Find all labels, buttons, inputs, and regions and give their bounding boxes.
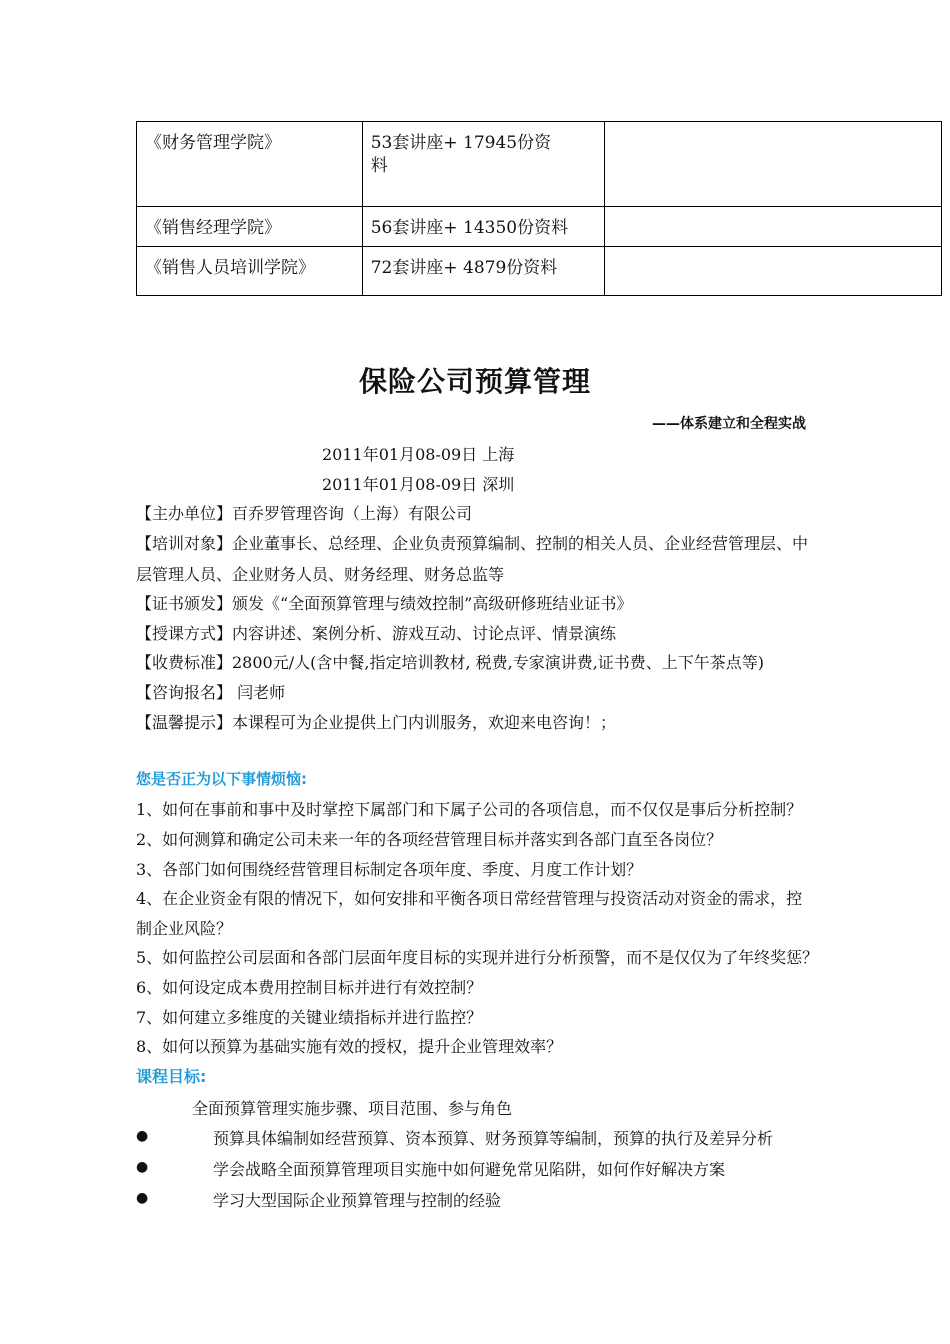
table-cell-content [362, 122, 605, 207]
bullet-icon: ● [136, 1159, 149, 1175]
tip-line: 【温馨提示】本课程可为企业提供上门内训服务，欢迎来电咨询！； [136, 713, 617, 732]
audience-line: 【培训对象】企业董事长、总经理、企业负责预算编制、控制的相关人员、企业经营管理层、中 [136, 534, 809, 553]
method-line: 【授课方式】内容讲述、案例分析、游戏互动、讨论点评、情景演练 [136, 624, 617, 643]
table-cell-extra [605, 247, 942, 296]
goal-item: 预算具体编制如经营预算、资本预算、财务预算等编制，预算的执行及差异分析 [213, 1129, 774, 1148]
course-title: 保险公司预算管理 [358, 365, 591, 398]
resource-table [136, 121, 942, 296]
table-row [137, 247, 942, 296]
table-cell-name: 《销售人员培训学院》 [137, 247, 363, 296]
audience-line-cont: 层管理人员、企业财务人员、财务经理、财务总监等 [136, 565, 505, 584]
concern-item: 5、如何监控公司层面和各部门层面年度目标的实现并进行分析预警，而不是仅仅为了年终奖惩？ [136, 948, 819, 967]
cell-text-line: 料 [370, 156, 388, 176]
course-subtitle: ——体系建立和全程实战 [652, 416, 806, 432]
concern-item: 4、在企业资金有限的情况下，如何安排和平衡各项日常经营管理与投资活动对资金的需求，控 [136, 889, 803, 908]
table-cell-extra [605, 207, 942, 247]
concerns-heading: 您是否正为以下事情烦恼: [136, 770, 307, 788]
goals-intro: 全面预算管理实施步骤、项目范围、参与角色 [192, 1099, 513, 1118]
goal-item: 学会战略全面预算管理项目实施中如何避免常见陷阱，如何作好解决方案 [213, 1160, 726, 1179]
table-cell-content: 72套讲座+ 4879份资料 [362, 247, 605, 296]
concern-item: 7、如何建立多维度的关键业绩指标并进行监控？ [136, 1008, 483, 1027]
goal-item: 学习大型国际企业预算管理与控制的经验 [213, 1191, 502, 1210]
table-row [137, 207, 942, 247]
certificate-line: 【证书颁发】颁发《“全面预算管理与绩效控制”高级研修班结业证书》 [136, 594, 633, 613]
fee-line: 【收费标准】2800元/人(含中餐,指定培训教材, 税费,专家演讲费,证书费、上下午茶点等) [136, 653, 765, 672]
contact-line: 【咨询报名】 闫老师 [136, 683, 286, 702]
concern-item: 6、如何设定成本费用控制目标并进行有效控制？ [136, 978, 483, 997]
cell-text-line: 53套讲座+ 17945份资 [370, 133, 552, 153]
bullet-icon: ● [136, 1190, 149, 1206]
concern-item: 2、如何测算和确定公司未来一年的各项经营管理目标并落实到各部门直至各岗位？ [136, 830, 723, 849]
table-cell-content: 56套讲座+ 14350份资料 [362, 207, 605, 247]
bullet-icon: ● [136, 1128, 149, 1144]
goals-heading: 课程目标: [136, 1067, 207, 1086]
table-row [137, 122, 942, 207]
concern-item: 3、各部门如何围绕经营管理目标制定各项年度、季度、月度工作计划？ [136, 860, 643, 879]
concern-item: 1、如何在事前和事中及时掌控下属部门和下属子公司的各项信息，而不仅仅是事后分析控制？ [136, 800, 803, 819]
date-shenzhen: 2011年01月08-09日 深圳 [322, 475, 515, 494]
concern-item: 8、如何以预算为基础实施有效的授权，提升企业管理效率？ [136, 1037, 563, 1056]
organizer-line: 【主办单位】百乔罗管理咨询（上海）有限公司 [136, 504, 473, 523]
date-shanghai: 2011年01月08-09日 上海 [322, 445, 515, 464]
table-cell-name: 《销售经理学院》 [137, 207, 363, 247]
concern-item-cont: 制企业风险？ [136, 919, 233, 938]
table-cell-extra [605, 122, 942, 207]
table-cell-name: 《财务管理学院》 [137, 122, 363, 207]
